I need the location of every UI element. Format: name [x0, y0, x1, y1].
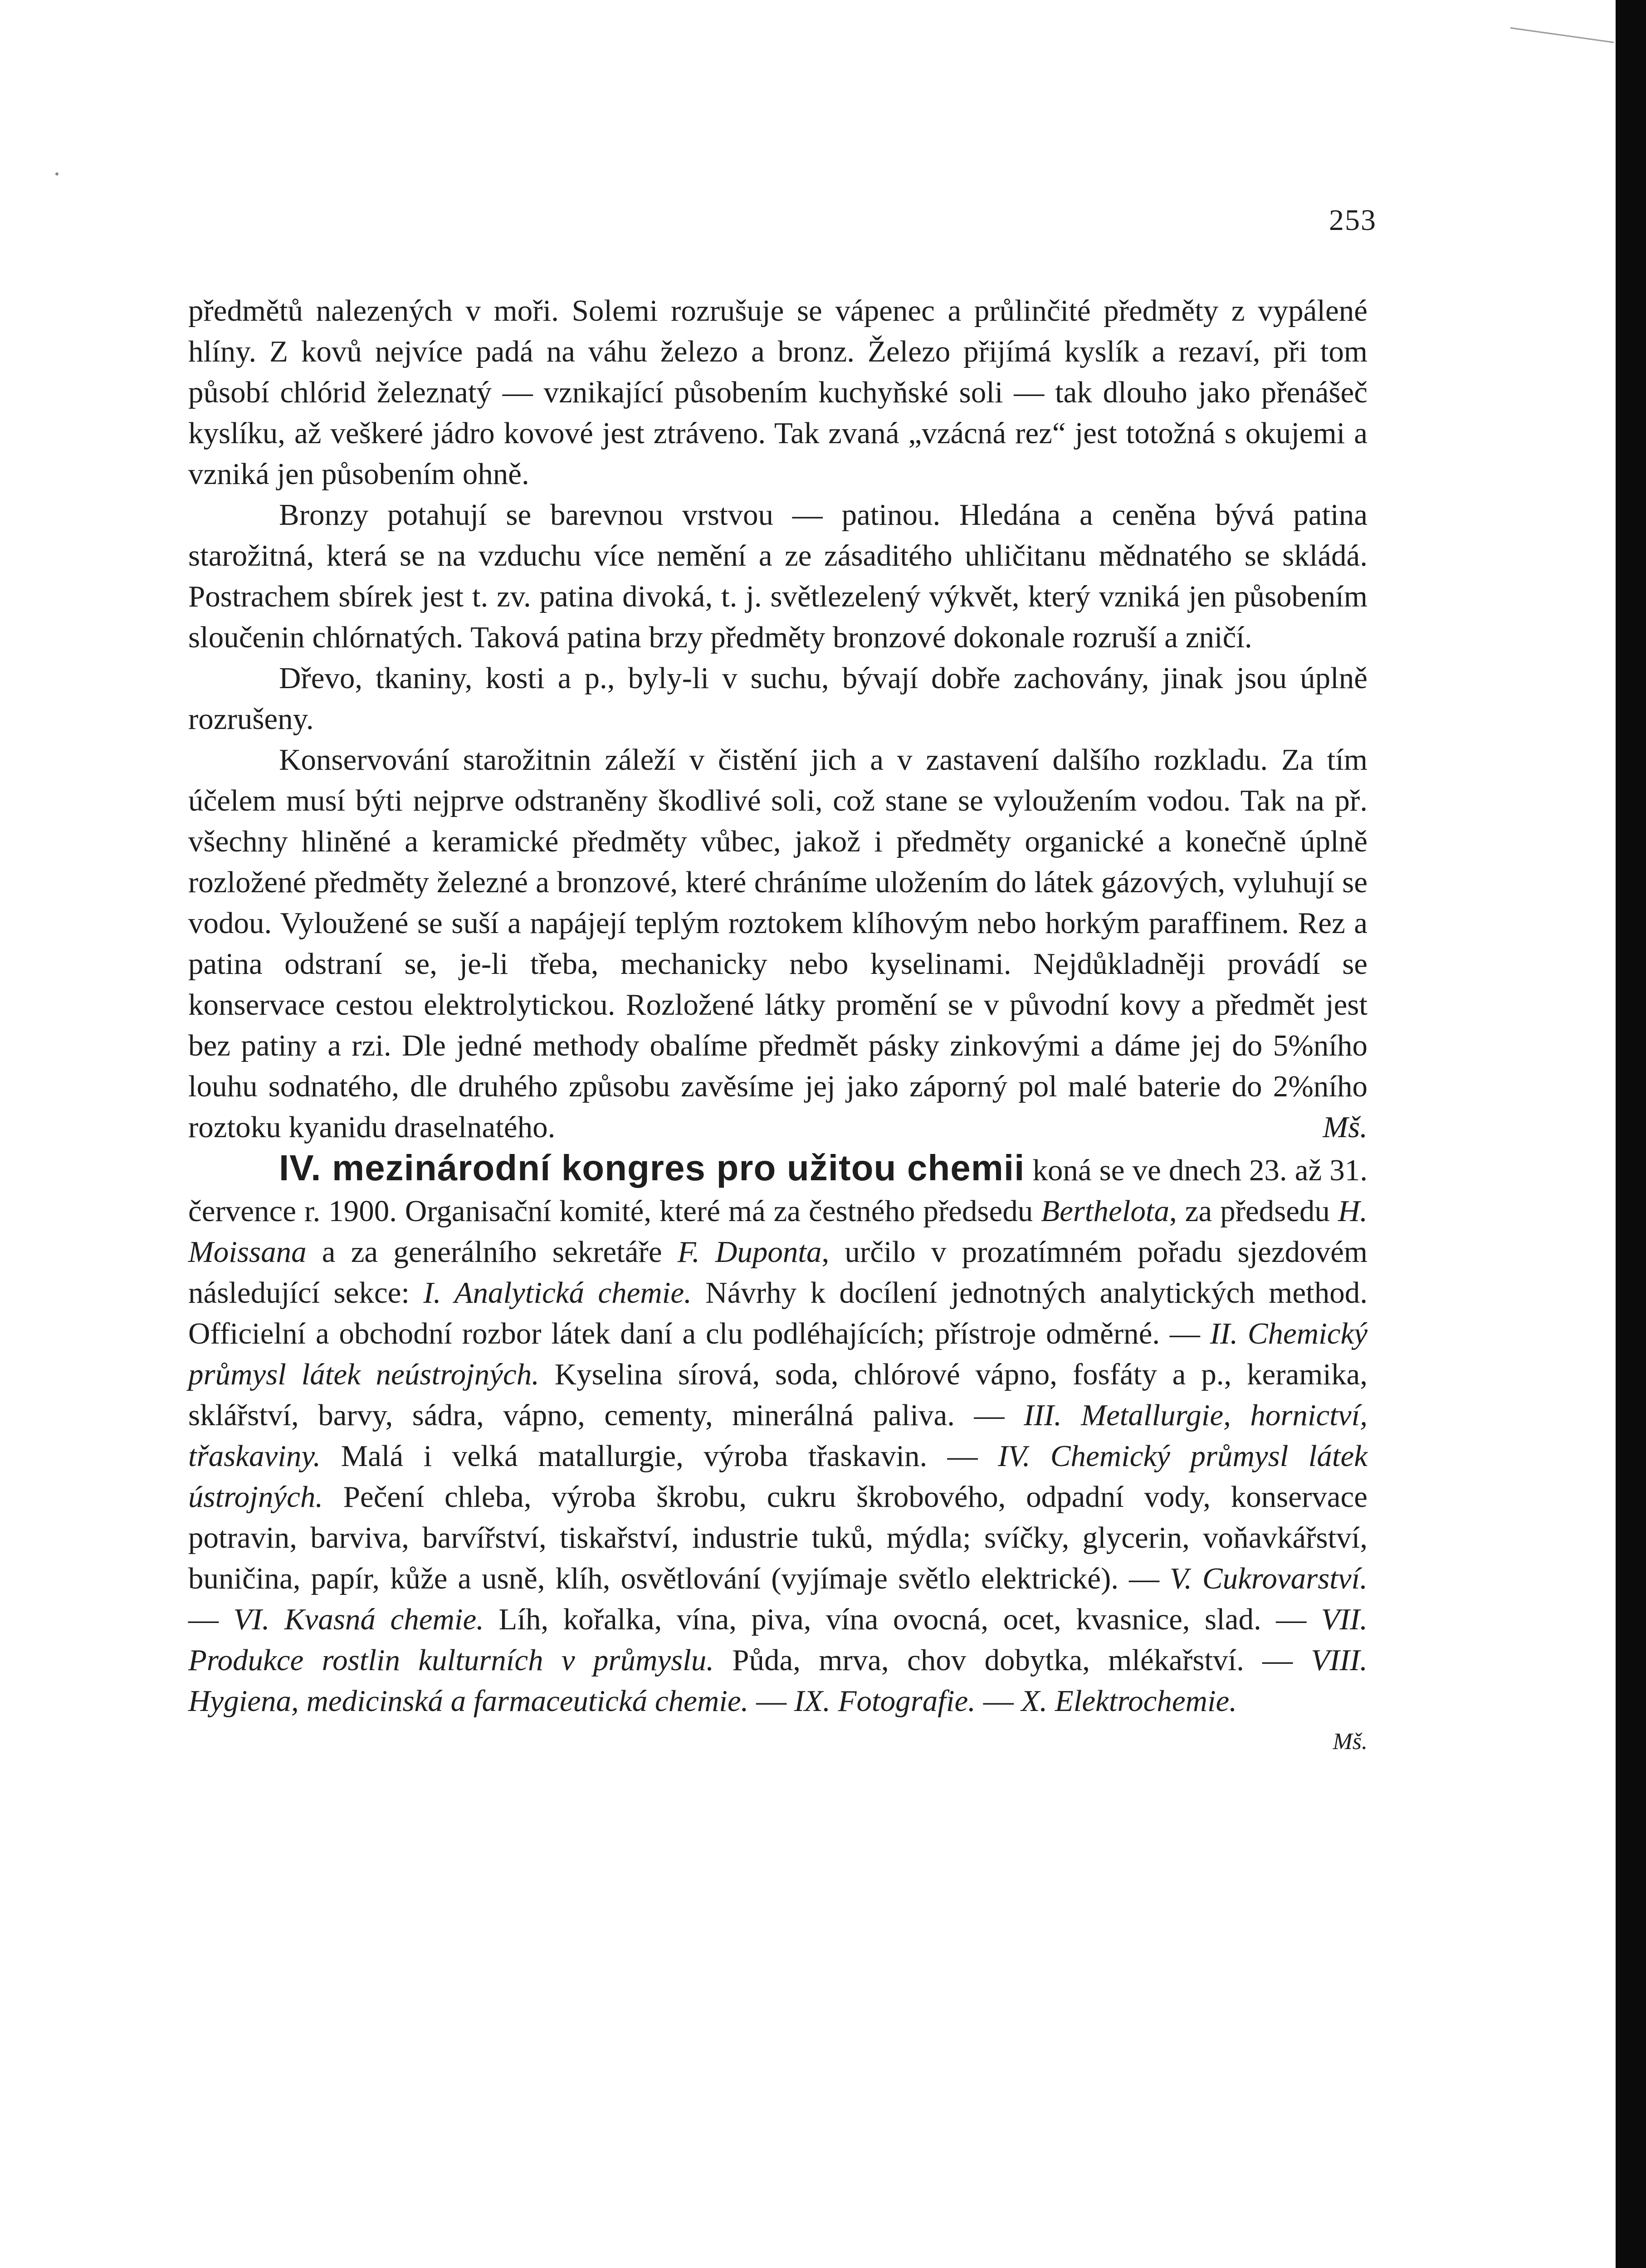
text-run: Líh, kořalka, vína, piva, vína ovocná, ocet, kvasnice, slad. —: [484, 1603, 1321, 1636]
page-number: 253: [1329, 204, 1377, 237]
paragraph: [188, 658, 1368, 739]
italic-text: VI. Kvasná chemie.: [233, 1603, 484, 1636]
text-run: , za předsedu: [1169, 1194, 1338, 1228]
italic-text: H. Moissana: [188, 1194, 1368, 1269]
paragraph: [188, 1148, 1368, 1755]
text-run: Půda, mrva, chov dobytka, mlékařství. —: [714, 1643, 1311, 1677]
text-run: , určilo v prozatímném pořadu sjezdovém následující sekce:: [188, 1235, 1368, 1310]
text-run: Kyselina sírová, soda, chlórové vápno, fosfáty a p., keramika, sklářství, barvy, sádra, vápno, cementy, minerálná paliva. —: [188, 1358, 1368, 1432]
italic-text: X. Elektrochemie.: [1021, 1684, 1237, 1718]
text-run: Návrhy k docílení jednotných analytických method. Officielní a obchodní rozbor látek daní a clu podléhajících; přístroje odměrné. —: [188, 1276, 1368, 1350]
text-run: —: [975, 1684, 1021, 1718]
paragraph: [188, 494, 1368, 658]
italic-text: I. Analytická chemie.: [423, 1276, 692, 1310]
paragraph: [188, 290, 1368, 494]
paragraph: [188, 739, 1368, 1148]
section-heading: IV. mezinárodní kongres pro užitou chemii: [279, 1148, 1025, 1188]
body-text: [188, 290, 1368, 1762]
author-signature: Mš.: [1333, 1729, 1368, 1755]
scan-speck: [55, 172, 59, 176]
italic-text: III. Metallurgie, hornictví, třaskaviny.: [188, 1398, 1368, 1473]
text-run: koná se ve dnech 23. až 31. července r. 1900. Organisační komité, které má za čestného předsedu: [188, 1154, 1368, 1228]
text-run: Konservování starožitnin záleží v čistění jich a v zastavení dalšího rozkladu. Za tím účelem musí býti nejprve odstraněny škodlivé soli, což stane se vyloužením vodou. Tak na př. všechny hliněné a keramické předměty vůbec, jakož i předměty organické a konečně úplně rozložené předměty železné a bronzové, které chráníme uložením do látek gázových, vyluhují se vodou. Vyloužené se suší a napájejí teplým roztokem klíhovým nebo horkým paraffinem. Rez a patina odstraní se, je-li třeba, mechanicky nebo kyselinami. Nejdůkladněji provádí se konservace cestou elektrolytickou. Rozložené látky promění se v původní kovy a předmět jest bez patiny a rzi. Dle jedné methody obalíme předmět pásky zinkovými a dáme jej do 5%ního louhu sodnatého, dle druhého způsobu zavěsíme jej jako záporný pol malé baterie do 2%ního roztoku kyanidu draselnatého.: [188, 743, 1368, 1144]
italic-text: IV. Chemický průmysl látek ústrojných.: [188, 1439, 1368, 1514]
text-run: —: [748, 1684, 794, 1718]
italic-text: IX. Fotografie.: [794, 1684, 976, 1718]
scan-edge-bar: [1616, 0, 1646, 2268]
italic-text: VIII. Hygiena, medicinská a farmaceutická chemie.: [188, 1643, 1368, 1718]
italic-text: Berthelota: [1041, 1194, 1169, 1228]
italic-text: VII. Produkce rostlin kulturních v průmyslu.: [188, 1603, 1368, 1677]
text-run: a za generálního sekretáře: [306, 1235, 678, 1269]
text-run: Pečení chleba, výroba škrobu, cukru škrobového, odpadní vody, konservace potravin, barviva, barvířství, tiskařství, industrie tuků, mýdla; svíčky, glycerin, voňavkářství, buničina, papír, kůže a usně, klíh, osvětlování (vyjímaje světlo elektrické). —: [188, 1480, 1368, 1595]
author-signature: Mš.: [1323, 1110, 1368, 1144]
text-run: předmětů nalezených v moři. Solemi rozrušuje se vápenec a průlinčité předměty z vypálené hlíny. Z kovů nejvíce padá na váhu železo a bronz. Železo přijímá kyslík a rezaví, při tom působí chlórid železnatý — vznikající působením kuchyňské soli — tak dlouho jako přenášeč kyslíku, až veškeré jádro kovové jest ztráveno. Tak zvaná „vzácná rez“ jest totožná s okujemi a vzniká jen působením ohně.: [188, 294, 1368, 491]
italic-text: II. Chemický průmysl látek neústrojných.: [188, 1317, 1368, 1391]
text-run: Malá i velká matallurgie, výroba třaskavin. —: [321, 1439, 998, 1473]
italic-text: V. Cukrovarství.: [1169, 1562, 1368, 1595]
text-run: Dřevo, tkaniny, kosti a p., byly-li v suchu, bývají dobře zachovány, jinak jsou úplně rozrušeny.: [188, 661, 1368, 736]
text-run: —: [188, 1603, 234, 1636]
text-run: Bronzy potahují se barevnou vrstvou — patinou. Hledána a ceněna bývá patina starožitná, která se na vzduchu více nemění a ze zásaditého uhličitanu mědnatého se skládá. Postrachem sbírek jest t. zv. patina divoká, t. j. světlezelený výkvět, který vzniká jen působením sloučenin chlórnatých. Taková patina brzy předměty bronzové dokonale rozruší a zničí.: [188, 498, 1368, 654]
italic-text: F. Duponta: [677, 1235, 822, 1269]
scan-corner-mark: [1510, 27, 1614, 43]
